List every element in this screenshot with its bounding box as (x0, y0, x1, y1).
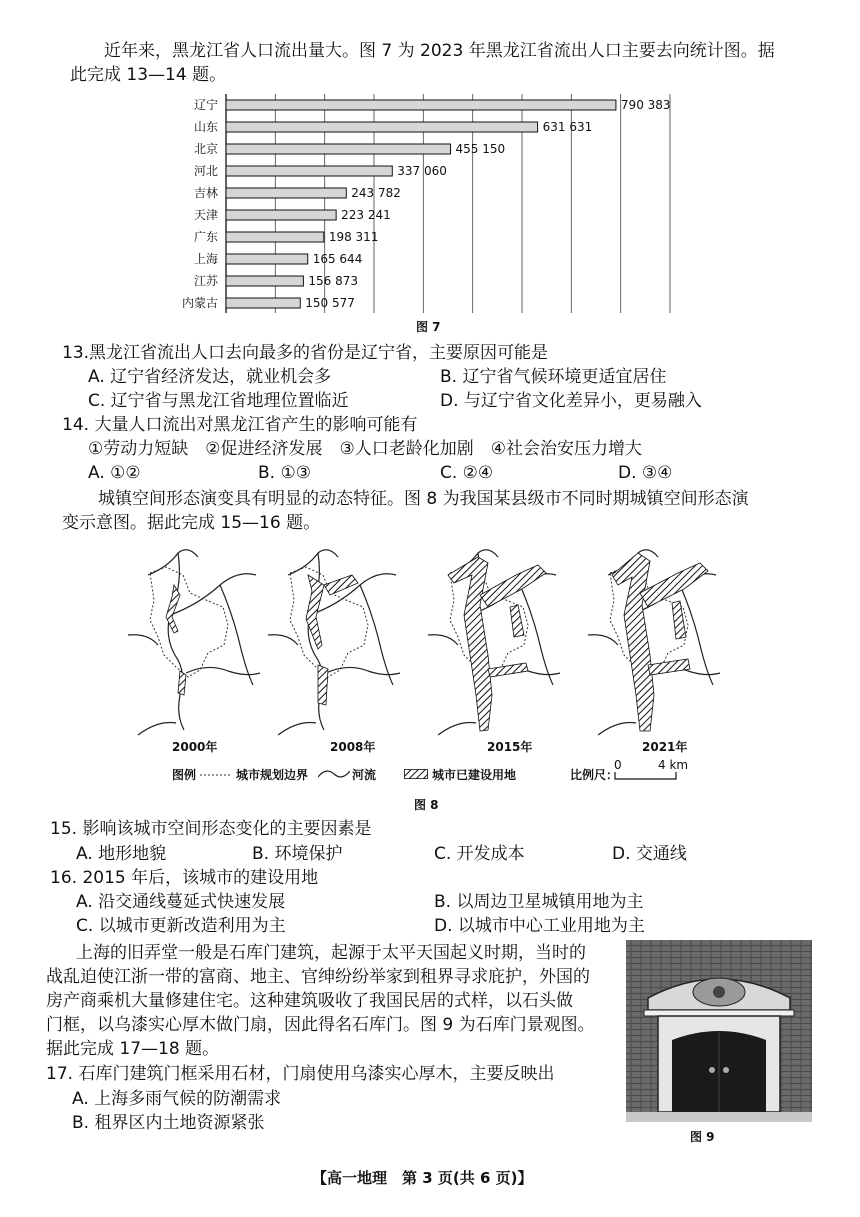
chart-value-label: 631 631 (542, 120, 593, 134)
chart-value-label: 198 311 (328, 230, 379, 244)
fig9-caption: 图 9 (690, 1130, 715, 1144)
intro1-line1: 近年来，黑龙江省人口流出量大。图 7 为 2023 年黑龙江省流出人口主要去向统计图。据 (104, 41, 775, 61)
fig8-legend-boundary: 城市规划边界 (236, 768, 309, 782)
fig7-bar-chart (0, 88, 860, 313)
fig7-caption: 图 7 (416, 320, 441, 334)
q14-items: ①劳动力短缺 ②促进经济发展 ③人口老龄化加剧 ④社会治安压力增大 (88, 439, 642, 459)
chart-category-label: 内蒙古 (181, 296, 218, 310)
fig8-legend-river: 河流 (352, 768, 377, 782)
intro2-line2: 变示意图。据此完成 15—16 题。 (62, 513, 321, 533)
chart-category-label: 天津 (193, 208, 218, 222)
chart-category-label: 吉林 (193, 186, 218, 200)
legend-built-icon (404, 769, 428, 779)
chart-value-label: 156 873 (308, 274, 359, 288)
q15-option-d: D. 交通线 (612, 844, 687, 864)
q13-option-d: D. 与辽宁省文化差异小，更易融入 (440, 391, 702, 411)
fig9-shikumen-photo (626, 940, 812, 1122)
chart-value-label: 165 644 (312, 252, 363, 266)
legend-river-icon (318, 767, 350, 781)
fig8-legend-built: 城市已建设用地 (432, 768, 517, 782)
scale-bar-icon (614, 772, 684, 782)
q13-stem: 13.黑龙江省流出人口去向最多的省份是辽宁省，主要原因可能是 (62, 343, 549, 363)
chart-category-label: 辽宁 (193, 98, 218, 112)
chart-bar (226, 166, 392, 176)
chart-bar (226, 276, 303, 286)
q13-option-c: C. 辽宁省与黑龙江省地理位置临近 (88, 391, 349, 411)
chart-value-label: 455 150 (455, 142, 506, 156)
chart-bar (226, 254, 308, 264)
chart-value-label: 150 577 (305, 296, 355, 310)
fig8-scale-zero: 0 (614, 758, 622, 772)
q17-stem: 17. 石库门建筑门框采用石材，门扇使用乌漆实心厚木，主要反映出 (46, 1064, 555, 1084)
chart-bar (226, 232, 324, 242)
chart-bar (226, 122, 538, 132)
intro3-line5: 据此完成 17—18 题。 (46, 1039, 220, 1059)
q15-option-a: A. 地形地貌 (76, 844, 167, 864)
q15-option-b: B. 环境保护 (252, 844, 343, 864)
q16-option-d: D. 以城市中心工业用地为主 (434, 916, 645, 936)
q14-option-d: D. ③④ (618, 463, 673, 483)
legend-boundary-icon (200, 770, 232, 780)
q16-option-c: C. 以城市更新改造利用为主 (76, 916, 286, 936)
q16-stem: 16. 2015 年后，该城市的建设用地 (50, 868, 319, 888)
q15-stem: 15. 影响该城市空间形态变化的主要因素是 (50, 819, 372, 839)
intro1-line2: 此完成 13—14 题。 (70, 65, 227, 85)
fig8-scale-label: 比例尺： (570, 768, 619, 782)
fig8-year-2015: 2015年 (487, 740, 533, 754)
chart-category-label: 山东 (193, 120, 218, 134)
q14-stem: 14. 大量人口流出对黑龙江省产生的影响可能有 (62, 415, 418, 435)
chart-category-label: 河北 (193, 164, 218, 178)
fig8-year-2000: 2000年 (172, 740, 218, 754)
page-footer: 【高一地理 第 3 页(共 6 页)】 (312, 1169, 533, 1187)
intro3-line2: 战乱迫使江浙一带的富商、地主、官绅纷纷举家到租界寻求庇护，外国的 (46, 967, 590, 987)
chart-bar (226, 100, 616, 110)
fig8-maps (0, 535, 860, 775)
fig8-year-2008: 2008年 (330, 740, 376, 754)
chart-bar (226, 188, 346, 198)
q13-option-a: A. 辽宁省经济发达，就业机会多 (88, 367, 332, 387)
chart-bar (226, 298, 300, 308)
fig8-year-2021: 2021年 (642, 740, 688, 754)
intro2-line1: 城镇空间形态演变具有明显的动态特征。图 8 为我国某县级市不同时期城镇空间形态演 (98, 489, 749, 509)
chart-category-label: 广东 (193, 230, 218, 244)
q16-option-b: B. 以周边卫星城镇用地为主 (434, 892, 644, 912)
chart-bar (226, 210, 336, 220)
chart-category-label: 上海 (193, 252, 218, 266)
q14-option-c: C. ②④ (440, 463, 494, 483)
chart-value-label: 223 241 (341, 208, 391, 222)
intro3-line3: 房产商乘机大量修建住宅。这种建筑吸收了我国民居的式样，以石头做 (46, 991, 573, 1011)
q14-option-a: A. ①② (88, 463, 141, 483)
chart-value-label: 243 782 (351, 186, 401, 200)
q15-option-c: C. 开发成本 (434, 844, 525, 864)
fig8-caption: 图 8 (414, 798, 439, 812)
q17-option-a: A. 上海多雨气候的防潮需求 (72, 1089, 282, 1109)
chart-value-label: 790 383 (620, 98, 671, 112)
intro3-line4: 门框，以乌漆实心厚木做门扇，因此得名石库门。图 9 为石库门景观图。 (46, 1015, 595, 1035)
q17-option-b: B. 租界区内土地资源紧张 (72, 1113, 265, 1133)
chart-value-label: 337 060 (397, 164, 447, 178)
fig8-legend-label: 图例 (172, 768, 197, 782)
chart-category-label: 江苏 (193, 274, 218, 288)
fig8-scale-dist: 4 km (658, 758, 689, 772)
q16-option-a: A. 沿交通线蔓延式快速发展 (76, 892, 286, 912)
chart-category-label: 北京 (193, 142, 218, 156)
chart-bar (226, 144, 451, 154)
q14-option-b: B. ①③ (258, 463, 311, 483)
intro3-line1: 上海的旧弄堂一般是石库门建筑，起源于太平天国起义时期，当时的 (76, 943, 586, 963)
q13-option-b: B. 辽宁省气候环境更适宜居住 (440, 367, 667, 387)
